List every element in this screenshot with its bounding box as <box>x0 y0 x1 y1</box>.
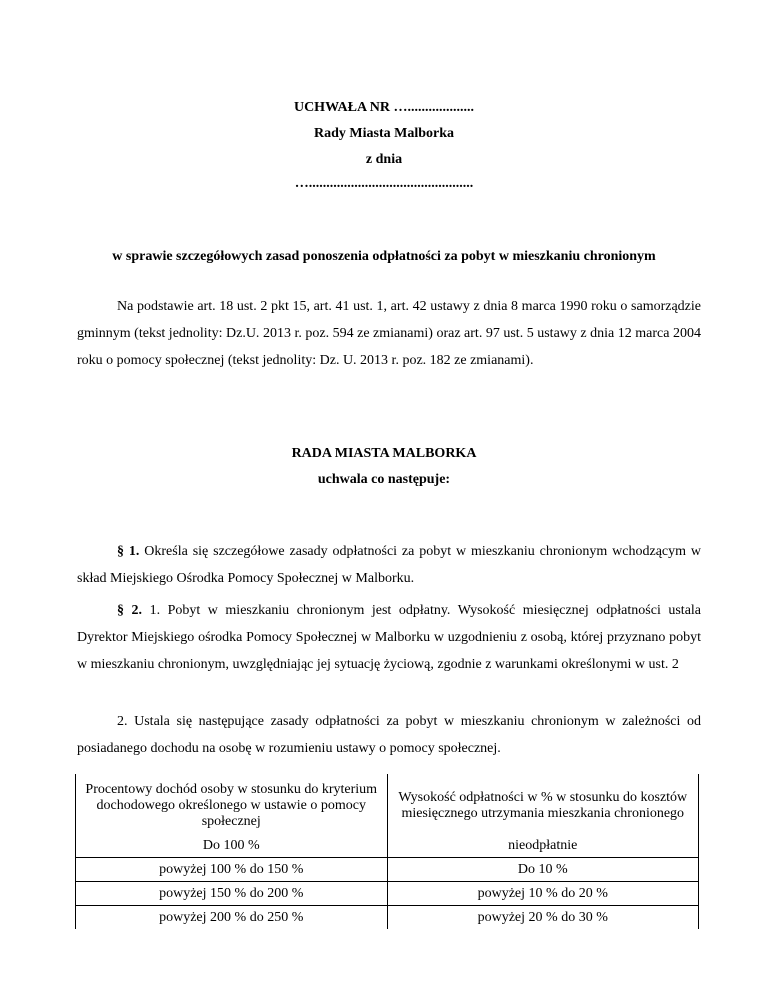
table-cell: Do 10 % <box>387 858 699 882</box>
council-name: Rady Miasta Malborka <box>314 126 454 141</box>
table-header-row <box>76 774 699 834</box>
council-heading: RADA MIASTA MALBORKA <box>291 446 477 461</box>
legal-basis-paragraph: Na podstawie art. 18 ust. 2 pkt 15, art. 41 ust. 1, art. 42 ustawy z dnia 8 marca 1990 roku o samorządzie gminnym (tekst jednolity: Dz.U. 2013 r. poz. 594 ze zmianami) oraz art. 97 ust. 5 ustawy z dnia 12 marca 2004 roku o pomocy społecznej (tekst jednolity: Dz. U. 2013 r. poz. 182 ze zmianami). <box>77 299 701 368</box>
resolution-title: UCHWAŁA NR …................... <box>293 100 475 115</box>
table-cell: Do 100 % <box>76 834 388 858</box>
paragraph-2-point-2: 2. Ustala się następujące zasady odpłatności za pobyt w mieszkaniu chronionym w zależności od posiadanego dochodu na osobę w rozumieniu ustawy o pomocy społecznej. <box>77 714 701 756</box>
paragraph-2-text: 1. Pobyt w mieszkaniu chronionym jest odpłatny. Wysokość miesięcznej odpłatności ustala Dyrektor Miejskiego ośrodka Pomocy Społecznej w Malborku w uzgodnieniu z osobą, której przyznano pobyt w mieszkaniu chronionym, uwzględniając jej sytuację życiową, zgodnie z warunkami określonymi w ust. 2 <box>77 603 702 672</box>
table-cell: powyżej 200 % do 250 % <box>76 906 388 930</box>
resolves-line: uchwala co następuje: <box>317 472 451 487</box>
table-header-payment: Wysokość odpłatności w % w stosunku do kosztów miesięcznego utrzymania mieszkania chronionego <box>387 774 699 834</box>
paragraph-2-mark: § 2. <box>117 603 143 618</box>
table-header-income: Procentowy dochód osoby w stosunku do kryterium dochodowego określonego w ustawie o pomocy społecznej <box>76 774 388 834</box>
date-label: z dnia <box>365 152 403 167</box>
paragraph-2 <box>77 597 701 678</box>
paragraph-1-text: Określa się szczegółowe zasady odpłatności za pobyt w mieszkaniu chronionym wchodzącym w skład Miejskiego Ośrodka Pomocy Społecznej w Malborku. <box>77 544 702 586</box>
paragraph-1 <box>77 538 701 592</box>
table-row <box>76 834 699 858</box>
table-row <box>76 882 699 906</box>
resolution-subject: w sprawie szczegółowych zasad ponoszenia odpłatności za pobyt w mieszkaniu chronionym <box>112 249 656 264</box>
date-value: …............................................... <box>294 176 474 191</box>
payment-table <box>75 774 699 929</box>
table-cell: powyżej 100 % do 150 % <box>76 858 388 882</box>
table-cell: powyżej 20 % do 30 % <box>387 906 699 930</box>
table-row <box>76 858 699 882</box>
table-row <box>76 906 699 930</box>
paragraph-1-mark: § 1. <box>117 544 140 559</box>
table-cell: nieodpłatnie <box>387 834 699 858</box>
table-cell: powyżej 10 % do 20 % <box>387 882 699 906</box>
table-cell: powyżej 150 % do 200 % <box>76 882 388 906</box>
